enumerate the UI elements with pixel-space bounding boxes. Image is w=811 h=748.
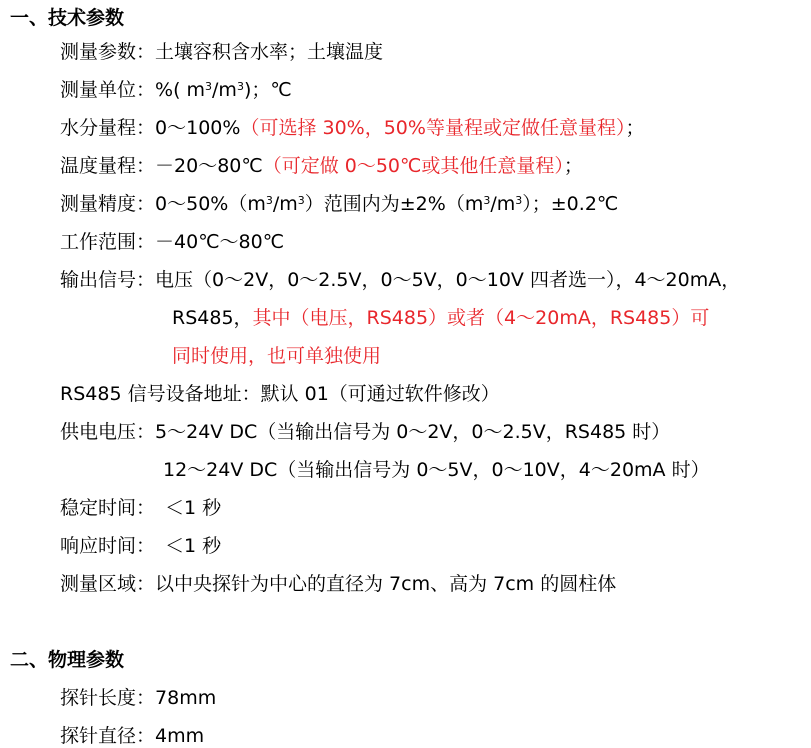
param-response-time (60, 534, 221, 558)
param-measure-unit (60, 78, 292, 102)
param-probe-length (60, 686, 216, 710)
param-measure-params (60, 40, 383, 64)
param-power-line2: 12～24V DC（当输出信号为 0～5V，0～10V，4～20mA 时） (163, 459, 710, 481)
param-label: 水分量程： (60, 117, 156, 139)
param-settle-time (60, 496, 221, 520)
param-label: 供电电压： (60, 421, 156, 443)
param-label: 测量单位： (60, 79, 156, 101)
param-label: 工作范围： (60, 231, 156, 253)
accuracy-text: ）范围内为±2%（m (304, 193, 484, 215)
param-value: 土壤容积含水率；土壤温度 (155, 41, 384, 63)
accuracy-sup: 3 (483, 194, 491, 207)
param-label: 测量区域： (60, 573, 156, 595)
unit-text: %( m (155, 79, 206, 101)
param-note: 其中（电压，RS485）或者（4～20mA，RS485）可 (252, 307, 710, 329)
param-power (60, 420, 670, 444)
param-value: 4mm (155, 725, 205, 747)
section-heading-technical: 一、技术参数 (10, 7, 125, 29)
param-label: 温度量程： (60, 155, 156, 177)
param-value: 0～100% (155, 117, 241, 139)
param-value: 电压（0～2V，0～2.5V，0～5V，0～10V 四者选一），4～20mA， (155, 269, 741, 291)
accuracy-sup: 3 (515, 194, 523, 207)
param-note: （可定做 0～50℃或其他任意量程） (262, 155, 564, 177)
accuracy-sup: 3 (297, 194, 305, 207)
param-label: 测量精度： (60, 193, 156, 215)
param-label: 稳定时间： (60, 497, 156, 519)
accuracy-text: /m (272, 193, 298, 215)
param-probe-diameter (60, 724, 204, 748)
accuracy-text: /m (490, 193, 516, 215)
param-value: －40℃～80℃ (155, 231, 285, 253)
unit-text: /m (212, 79, 237, 101)
accuracy-sup: 3 (265, 194, 273, 207)
param-value: ＜1 秒 (165, 535, 222, 557)
param-tail: ； (625, 117, 645, 139)
unit-sup: 3 (236, 80, 244, 93)
param-label: 测量参数： (60, 41, 156, 63)
section-heading-physical: 二、物理参数 (10, 649, 125, 671)
param-output-line3: 同时使用，也可单独使用 (172, 345, 382, 367)
param-moisture-range (60, 116, 644, 140)
param-label: 探针长度： (60, 687, 156, 709)
param-value: －20～80℃ (155, 155, 263, 177)
unit-sup: 3 (205, 80, 213, 93)
param-value: ＜1 秒 (165, 497, 222, 519)
param-work-range (60, 230, 284, 254)
param-label: 探针直径： (60, 725, 156, 747)
param-note: （可选择 30%，50%等量程或定做任意量程） (240, 117, 626, 139)
param-value: 78mm (155, 687, 217, 709)
param-output-line2 (172, 306, 709, 330)
param-label: 响应时间： (60, 535, 156, 557)
param-measure-area (60, 572, 616, 596)
param-value: RS485， (172, 307, 253, 329)
param-temp-range (60, 154, 583, 178)
param-value: 5～24V DC（当输出信号为 0～2V，0～2.5V，RS485 时） (155, 421, 671, 443)
param-tail: ； (563, 155, 583, 177)
accuracy-text: ）；±0.2℃ (522, 193, 619, 215)
accuracy-text: 0～50%（m (155, 193, 266, 215)
param-rs485-address: RS485 信号设备地址：默认 01（可通过软件修改） (60, 383, 500, 405)
param-value: 以中央探针为中心的直径为 7cm、高为 7cm 的圆柱体 (155, 573, 617, 595)
param-output (60, 268, 740, 292)
unit-text: )；℃ (243, 79, 292, 101)
param-label: 输出信号： (60, 269, 156, 291)
param-accuracy (60, 192, 618, 216)
